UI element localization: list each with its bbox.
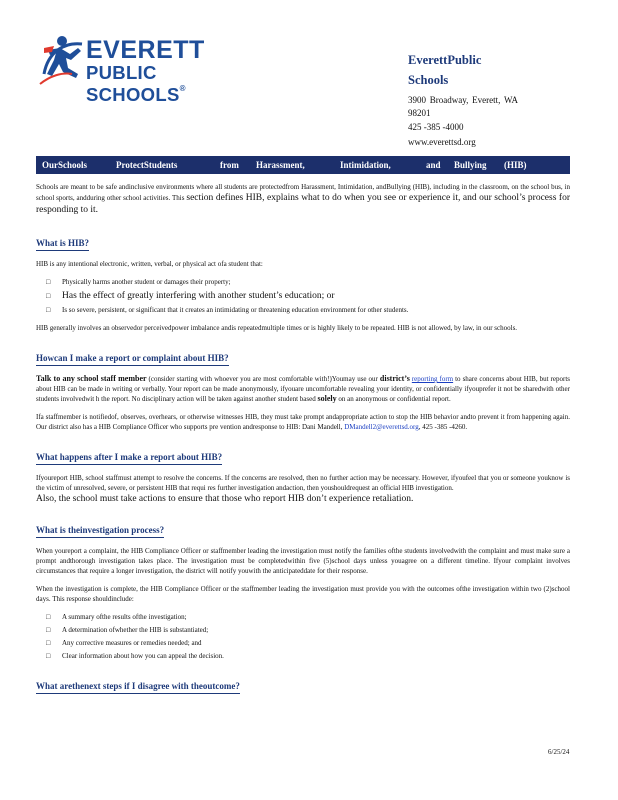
list-item: □ Any corrective measures or remedies needed; and: [46, 638, 570, 648]
list-item: □ A summary ofthe results ofthe investigation;: [46, 612, 570, 622]
heading-how-to-report: Howcan I make a report or complaint about HIB?: [36, 353, 229, 366]
hib-power-paragraph: HIB generally involves an observedor perceivedpower imbalance andis repeatedmultiple times or is highly likely to be repeated. HIB is not allowed, by law, in our schools.: [36, 324, 518, 332]
district-phone: 425 -385 -4000: [408, 122, 464, 132]
district-website[interactable]: www.everettsd.org: [408, 136, 476, 147]
hib-criteria-list: [46, 277, 570, 315]
intro-paragraph: Schools are meant to be safe andinclusive environments where all students are protectedfrom Harassment, Intimidation, andBullying (HIB), including in the classroom, on the school bus, in school sports, andduring other school activities. This section defines HIB, explains what to do when you see or experience it, and our school’s process for responding to it.: [36, 183, 571, 215]
banner-word: Harassment,: [256, 160, 305, 170]
registered-mark: ®: [179, 84, 186, 93]
list-item: □ Is so severe, persistent, or significant that it creates an intimidating or threatening education environment for other students.: [46, 305, 570, 315]
heading-after-report: What happens after I make a report about HIB?: [36, 452, 222, 465]
banner-word: (HIB): [504, 160, 527, 170]
title-banner: [36, 156, 570, 174]
investigation-paragraph: When youreport a complaint, the HIB Compliance Officer or staffmember leading the investigation must notify the families ofthe students involvedwith the complaint and must make sure a prompt andthorough investigation takes place. The investigation must be completedwithin five (5)school days unless youagree on a different timeline. Ifyour complaint involves circumstances that require a longer investigation, the district will notify youwith the anticipateddate for their response.: [36, 547, 570, 575]
district-address: 3900 Broadway, Everett, WA 98201: [408, 95, 518, 118]
district-name-line1: EverettPublic: [408, 53, 482, 67]
list-item: □ Has the effect of greatly interfering with another student’s education; or: [46, 290, 570, 302]
document-body: [36, 182, 570, 702]
banner-word: Intimidation,: [340, 160, 391, 170]
response-contents-list: [46, 612, 570, 661]
report-paragraph: Talk to any school staff member (consider starting with whoever you are most comfortable with!)Youmay use our district’s reporting form to share concerns about HIB, but reports about HIB can be made in writing or verbally. Your report can be made anonymously, ifyouare uncomfortable revealing your identity, or confidentially ifyouprefer it not be sharedwith other students involvedwit h the report. No disciplinary action will be taken against another student based solely on an anonymous or confidential report.: [36, 374, 570, 403]
staff-duty-paragraph: Ifa staffmember is notifiedof, observes, overhears, or otherwise witnesses HIB, they must take prompt andappropriate action to stop the HIB behavior andto prevent it from happening again. Our district also has a HIB Compliance Officer who supports pre vention andresponse to HIB: Dani Mandell, DMandell2@everettsd.org, 425 -385 -4260.: [36, 413, 570, 431]
heading-next-steps: What arethenext steps if I disagree with theoutcome?: [36, 681, 240, 694]
revision-date: 6/25/24: [548, 748, 570, 756]
banner-word: OurSchools: [42, 160, 88, 170]
list-item: □ Clear information about how you can appeal the decision.: [46, 651, 570, 661]
banner-word: and: [426, 160, 441, 170]
after-report-paragraph: Ifyoureport HIB, school staffmust attempt to resolve the concerns. If the concerns are resolved, then no further action may be necessary. However, ifyoufeel that you or someone youknow is the victim of unresolved, severe, or persistent HIB that requi res further investigation andaction, then youshouldrequest an official HIB investigation. Also, the school must take actions to ensure that those who report HIB don’t experience retaliation.: [36, 474, 570, 504]
list-item: □ A determination ofwhether the HIB is substantiated;: [46, 625, 570, 635]
banner-word: Bullying: [454, 160, 487, 170]
heading-investigation-process: What is theinvestigation process?: [36, 525, 164, 538]
running-figure-icon: [38, 34, 86, 90]
investigation-outcome-paragraph: When the investigation is complete, the HIB Compliance Officer or the staffmember leading the investigation must provide you with the outcomes ofthe investigation within two (2)school days. This response shouldinclude:: [36, 585, 570, 603]
contact-block: [408, 50, 518, 148]
logo-text-public-schools: PUBLIC SCHOOLS®: [86, 62, 186, 105]
banner-word: ProtectStudents: [116, 160, 178, 170]
retaliation-emphasis: Also, the school must take actions to ensure that those who report HIB don’t experience retaliation.: [36, 494, 414, 504]
district-logo: [38, 34, 248, 105]
hib-definition-lead: HIB is any intentional electronic, written, verbal, or physical act ofa student that:: [36, 260, 263, 268]
compliance-officer-email-link[interactable]: DMandell2@everettsd.org: [344, 423, 419, 431]
list-item: □ Physically harms another student or damages their property;: [46, 277, 570, 287]
intro-emphasis: section defines HIB, explains what to do when you see or experience it, and our school’s process for responding to it.: [36, 193, 571, 215]
district-name-line2: Schools: [408, 73, 449, 87]
banner-word: from: [220, 160, 239, 170]
reporting-form-link[interactable]: reporting form: [411, 375, 454, 383]
logo-text-everett: EVERETT: [86, 36, 205, 64]
heading-what-is-hib: What is HIB?: [36, 238, 89, 251]
